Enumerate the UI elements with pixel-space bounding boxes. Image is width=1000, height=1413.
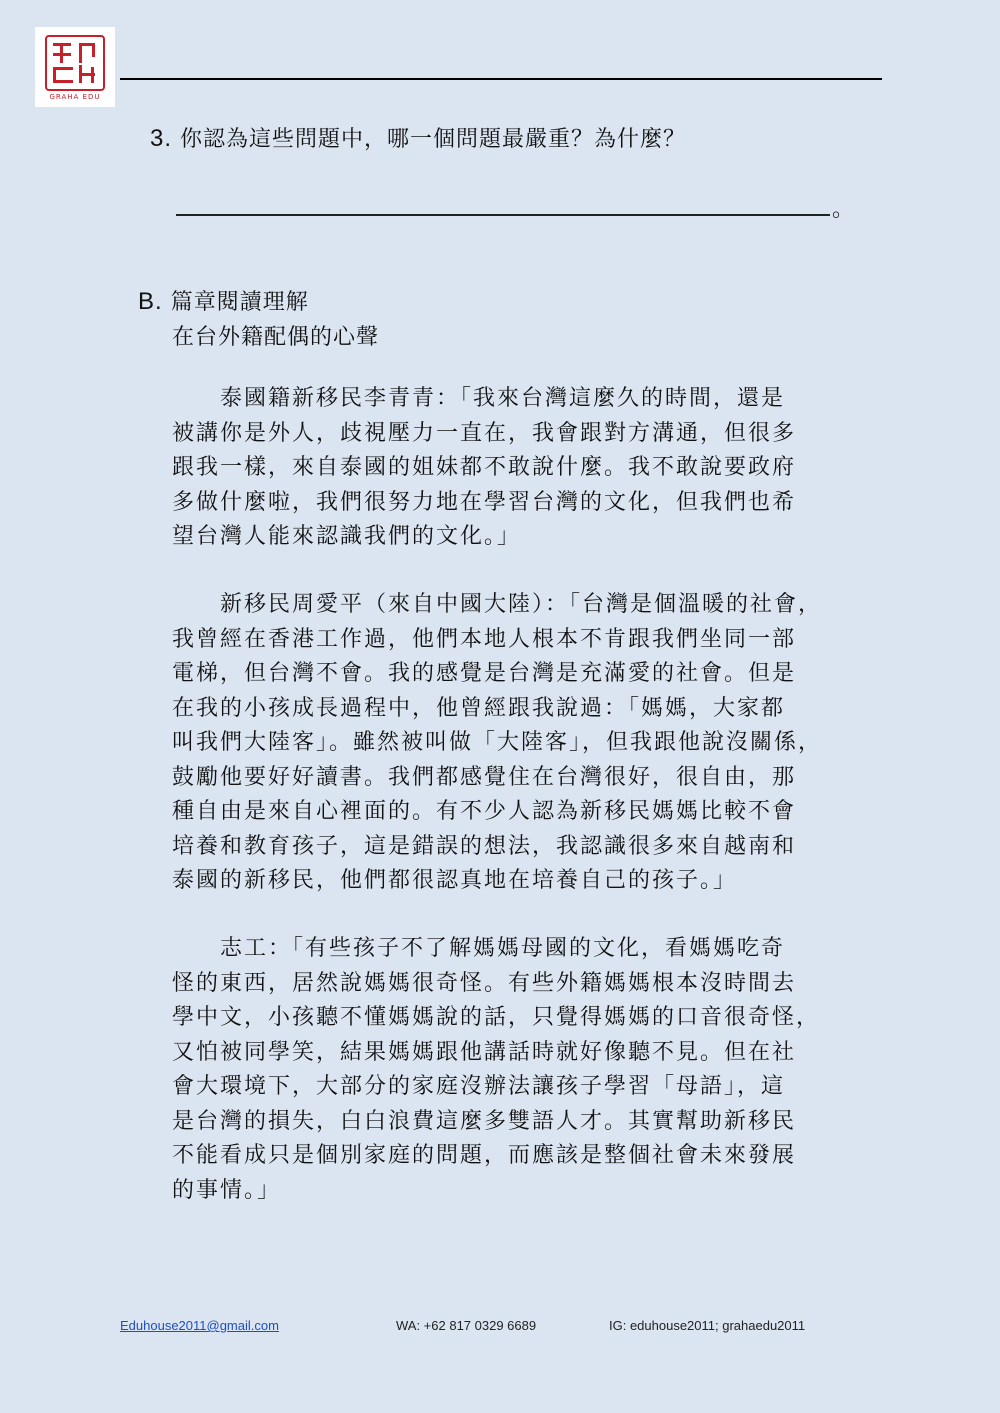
- seal-stamp-icon: [45, 35, 105, 91]
- paragraph-line: 新移民周愛平（來自中國大陸）：「台灣是個溫暖的社會，: [172, 592, 823, 617]
- question-number: 3.: [150, 125, 173, 152]
- paragraph-line: 被講你是外人，歧視壓力一直在，我會跟對方溝通，但很多: [172, 420, 797, 446]
- section-letter: B.: [138, 288, 163, 315]
- paragraph-line: 泰國籍新移民李青青：「我來台灣這麼久的時間，還是: [172, 386, 786, 411]
- footer-instagram: IG: eduhouse2011; grahaedu2011: [609, 1318, 806, 1333]
- question-text: 你認為這些問題中，哪一個問題最嚴重？為什麼？: [180, 127, 687, 152]
- question-3: [150, 122, 686, 153]
- paragraph-line: 培養和教育孩子，這是錯誤的想法，我認識很多來自越南和: [172, 833, 797, 859]
- graha-edu-logo: [35, 27, 115, 107]
- paragraph-line: 又怕被同學笑，結果媽媽跟他講話時就好像聽不見。但在社: [172, 1039, 797, 1065]
- paragraph-line: 是台灣的損失，白白浪費這麼多雙語人才。其實幫助新移民: [172, 1108, 797, 1134]
- paragraph-volunteer: [172, 932, 884, 1208]
- paragraph-line: 會大環境下，大部分的家庭沒辦法讓孩子學習「母語」，這: [172, 1074, 786, 1099]
- section-b-heading: [138, 285, 309, 316]
- paragraph-line: 不能看成只是個別家庭的問題，而應該是整個社會未來發展: [172, 1143, 797, 1168]
- paragraph-line: 種自由是來自心裡面的。有不少人認為新移民媽媽比較不會: [172, 799, 797, 824]
- header-divider: [120, 78, 882, 80]
- article-title: 在台外籍配偶的心聲: [172, 325, 380, 350]
- footer-whatsapp: WA: +62 817 0329 6689: [396, 1318, 537, 1333]
- paragraph-line: 我曾經在香港工作過，他們本地人根本不肯跟我們坐同一部: [172, 626, 797, 652]
- paragraph-line: 泰國的新移民，他們都很認真地在培養自己的孩子。」: [172, 868, 738, 893]
- paragraph-line: 電梯，但台灣不會。我的感覺是台灣是充滿愛的社會。但是: [172, 661, 797, 686]
- paragraph-line: 在我的小孩成長過程中，他曾經跟我說過：「媽媽，大家都: [172, 695, 786, 721]
- section-title: 篇章閱讀理解: [170, 290, 309, 315]
- logo-caption: GRAHA EDU: [49, 93, 101, 101]
- answer-blank-line[interactable]: [176, 214, 830, 216]
- paragraph-line: 叫我們大陸客」。雖然被叫做「大陸客」，但我跟他說沒關係，: [172, 730, 823, 755]
- paragraph-line: 鼓勵他要好好讀書。我們都感覺住在台灣很好，很自由，那: [172, 764, 797, 790]
- paragraph-line: 怪的東西，居然說媽媽很奇怪。有些外籍媽媽根本沒時間去: [172, 970, 797, 996]
- paragraph-line: 志工：「有些孩子不了解媽媽母國的文化，看媽媽吃奇: [172, 936, 786, 961]
- paragraph-line: 跟我一樣，來自泰國的姐妹都不敢說什麼。我不敢說要政府: [172, 455, 797, 480]
- paragraph-line: 的事情。」: [172, 1177, 282, 1203]
- paragraph-thai-spouse: [172, 382, 884, 555]
- paragraph-line: 多做什麼啦，我們很努力地在學習台灣的文化，但我們也希: [172, 489, 797, 515]
- paragraph-line: 學中文，小孩聽不懂媽媽說的話，只覺得媽媽的口音很奇怪，: [172, 1005, 821, 1030]
- answer-period: 。: [832, 197, 855, 222]
- paragraph-china-spouse: [172, 588, 884, 899]
- paragraph-line: 望台灣人能來認識我們的文化。」: [172, 524, 522, 549]
- footer-email-link[interactable]: Eduhouse2011@gmail.com: [120, 1318, 279, 1333]
